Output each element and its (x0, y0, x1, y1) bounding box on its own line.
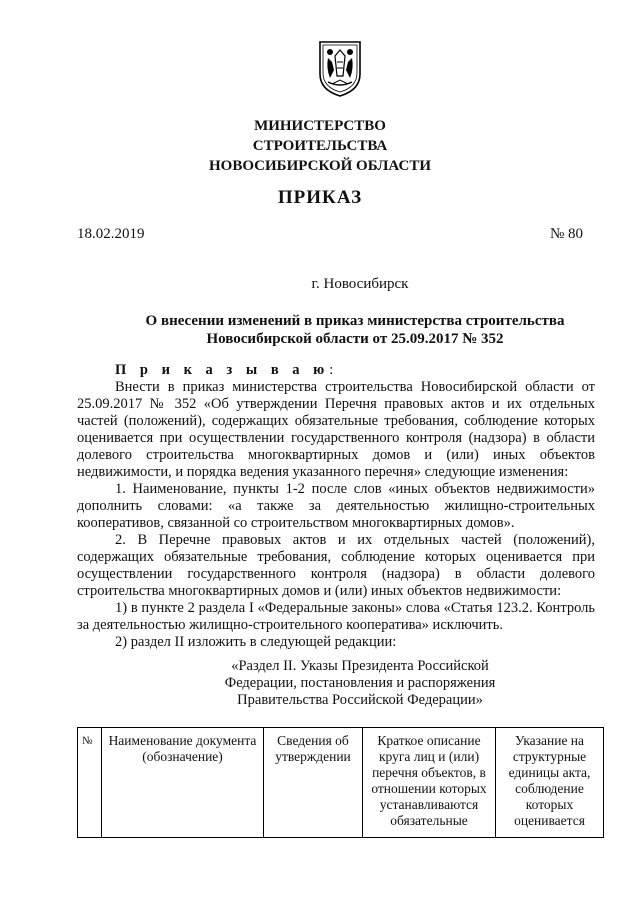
acts-table (77, 727, 604, 838)
document-city: г. Новосибирск (311, 276, 409, 292)
quote-line: Правительства Российской Федерации» (237, 692, 483, 708)
section-title-quote (0, 658, 640, 709)
table-header-cell: Краткое описание круга лиц и (или) перечня объектов, в отношении которых устанавливаются обязательные (363, 728, 496, 838)
document-body (77, 362, 595, 651)
quote-line: «Раздел II. Указы Президента Российской (231, 658, 489, 674)
paragraph: 2) раздел II изложить в следующей редакции: (115, 634, 397, 650)
paragraph: 2. В Перечне правовых актов и их отдельных частей (положений), содержащих обязательные требования, соблюдение которых оценивается при осуществлении государственного контроля (надзора) в области долевого строительства многоквартирных домов и (или) иных объектов недвижимости: (77, 532, 595, 599)
document-type: ПРИКАЗ (277, 187, 363, 208)
ministry-line: СТРОИТЕЛЬСТВА (252, 138, 388, 154)
paragraph: Внести в приказ министерства строительства Новосибирской области от 25.09.2017 № 352 «Об утверждении Перечня правовых актов и их отдельных частей (положений), содержащих обязательные требования, соблюдение которых оценивается при осуществлении государственного контроля (надзора) в области долевого строительства многоквартирных домов и (или) иных объектов недвижимости, и порядка ведения указанного перечня» следующие изменения: (77, 379, 595, 480)
table-header-row (78, 728, 604, 838)
table-header-cell: № (78, 728, 102, 838)
ministry-line: НОВОСИБИРСКОЙ ОБЛАСТИ (208, 158, 432, 174)
document-subject (120, 312, 590, 348)
order-word: П р и к а з ы в а ю (115, 362, 330, 378)
table-header-cell: Сведения об утверждении (264, 728, 363, 838)
coat-of-arms-icon (318, 40, 362, 98)
table-header-cell: Наименование документа (обозначение) (102, 728, 264, 838)
order-suffix: : (329, 362, 334, 378)
ministry-line: МИНИСТЕРСТВО (254, 118, 386, 134)
quote-line: Федерации, постановления и распоряжения (224, 675, 496, 691)
document-number: № 80 (550, 226, 584, 242)
subject-line: О внесении изменений в приказ министерства строительства (145, 313, 565, 329)
paragraph: 1. Наименование, пункты 1-2 после слов «иных объектов недвижимости» дополнить словами: «а также за деятельностью жилищно-строительных кооперативов, связанной со строительством многоквартирных домов». (77, 481, 595, 531)
document-date: 18.02.2019 (77, 226, 145, 242)
subject-line: Новосибирской области от 25.09.2017 № 352 (206, 331, 504, 347)
order-heading (77, 362, 595, 379)
ministry-name (0, 116, 640, 176)
table-header-cell: Указание на структурные единицы акта, соблюдение которых оценивается (496, 728, 604, 838)
paragraph: 1) в пункте 2 раздела I «Федеральные законы» слова «Статья 123.2. Контроль за деятельностью жилищно-строительного кооператива» исключить. (77, 600, 595, 633)
